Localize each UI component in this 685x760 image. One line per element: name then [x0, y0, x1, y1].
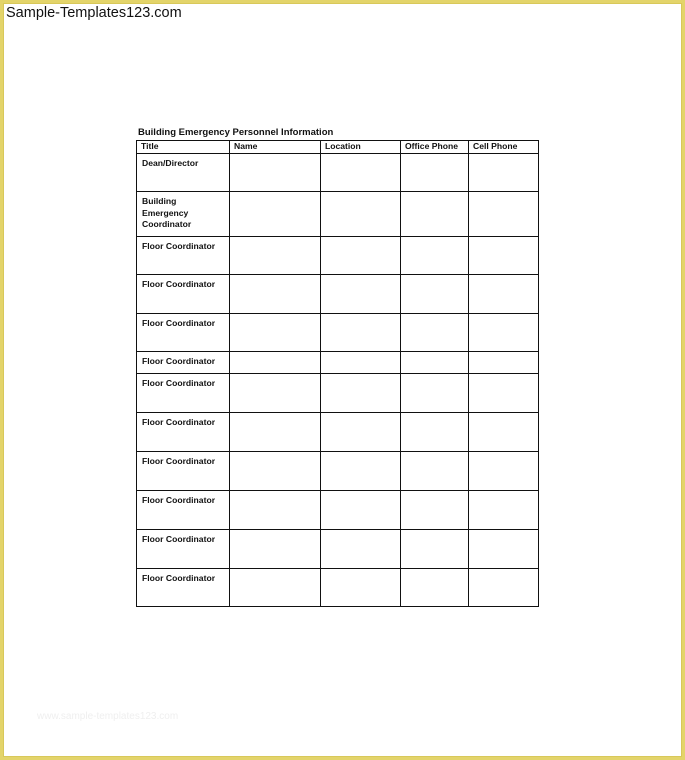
personnel-table: [136, 140, 539, 607]
table-row: [137, 192, 539, 237]
role-title-cell: Floor Coordinator: [137, 374, 230, 413]
name-cell[interactable]: [230, 374, 321, 413]
table-row: [137, 413, 539, 452]
header-name: Name: [230, 141, 321, 154]
name-cell[interactable]: [230, 352, 321, 374]
location-cell[interactable]: [321, 352, 401, 374]
role-title-cell: Floor Coordinator: [137, 314, 230, 352]
location-cell[interactable]: [321, 237, 401, 275]
cell-phone-cell[interactable]: [469, 374, 539, 413]
office-phone-cell[interactable]: [401, 154, 469, 192]
location-cell[interactable]: [321, 314, 401, 352]
header-title: Title: [137, 141, 230, 154]
header-cell-phone: Cell Phone: [469, 141, 539, 154]
office-phone-cell[interactable]: [401, 237, 469, 275]
table-row: [137, 530, 539, 569]
location-cell[interactable]: [321, 530, 401, 569]
office-phone-cell[interactable]: [401, 530, 469, 569]
office-phone-cell[interactable]: [401, 569, 469, 607]
name-cell[interactable]: [230, 413, 321, 452]
role-title-cell: Floor Coordinator: [137, 352, 230, 374]
office-phone-cell[interactable]: [401, 192, 469, 237]
form-title: Building Emergency Personnel Information: [138, 127, 334, 138]
role-title-cell: Dean/Director: [137, 154, 230, 192]
table-header-row: [137, 141, 539, 154]
name-cell[interactable]: [230, 530, 321, 569]
location-cell[interactable]: [321, 192, 401, 237]
cell-phone-cell[interactable]: [469, 314, 539, 352]
location-cell[interactable]: [321, 452, 401, 491]
location-cell[interactable]: [321, 275, 401, 314]
table-row: [137, 374, 539, 413]
cell-phone-cell[interactable]: [469, 352, 539, 374]
table-row: [137, 237, 539, 275]
role-title-cell: Building Emergency Coordinator: [137, 192, 230, 237]
cell-phone-cell[interactable]: [469, 452, 539, 491]
role-title-cell: Floor Coordinator: [137, 452, 230, 491]
office-phone-cell[interactable]: [401, 352, 469, 374]
cell-phone-cell[interactable]: [469, 569, 539, 607]
table-row: [137, 352, 539, 374]
table-row: [137, 569, 539, 607]
header-location: Location: [321, 141, 401, 154]
office-phone-cell[interactable]: [401, 491, 469, 530]
cell-phone-cell[interactable]: [469, 413, 539, 452]
location-cell[interactable]: [321, 154, 401, 192]
cell-phone-cell[interactable]: [469, 154, 539, 192]
table-row: [137, 491, 539, 530]
cell-phone-cell[interactable]: [469, 491, 539, 530]
office-phone-cell[interactable]: [401, 314, 469, 352]
table-body: [137, 154, 539, 607]
watermark-top: Sample-Templates123.com: [6, 5, 182, 21]
header-office-phone: Office Phone: [401, 141, 469, 154]
cell-phone-cell[interactable]: [469, 275, 539, 314]
role-title-cell: Floor Coordinator: [137, 413, 230, 452]
office-phone-cell[interactable]: [401, 413, 469, 452]
name-cell[interactable]: [230, 154, 321, 192]
role-title-cell: Floor Coordinator: [137, 491, 230, 530]
location-cell[interactable]: [321, 374, 401, 413]
name-cell[interactable]: [230, 237, 321, 275]
document-page: [3, 3, 682, 757]
location-cell[interactable]: [321, 491, 401, 530]
role-title-cell: Floor Coordinator: [137, 530, 230, 569]
name-cell[interactable]: [230, 569, 321, 607]
table-row: [137, 452, 539, 491]
role-title-cell: Floor Coordinator: [137, 237, 230, 275]
name-cell[interactable]: [230, 192, 321, 237]
name-cell[interactable]: [230, 491, 321, 530]
table-row: [137, 275, 539, 314]
role-title-cell: Floor Coordinator: [137, 569, 230, 607]
role-title-cell: Floor Coordinator: [137, 275, 230, 314]
cell-phone-cell[interactable]: [469, 237, 539, 275]
office-phone-cell[interactable]: [401, 374, 469, 413]
office-phone-cell[interactable]: [401, 275, 469, 314]
name-cell[interactable]: [230, 452, 321, 491]
name-cell[interactable]: [230, 275, 321, 314]
cell-phone-cell[interactable]: [469, 530, 539, 569]
cell-phone-cell[interactable]: [469, 192, 539, 237]
name-cell[interactable]: [230, 314, 321, 352]
office-phone-cell[interactable]: [401, 452, 469, 491]
table-row: [137, 314, 539, 352]
location-cell[interactable]: [321, 569, 401, 607]
location-cell[interactable]: [321, 413, 401, 452]
table-row: [137, 154, 539, 192]
watermark-bottom: www.sample-templates123.com: [37, 711, 179, 722]
